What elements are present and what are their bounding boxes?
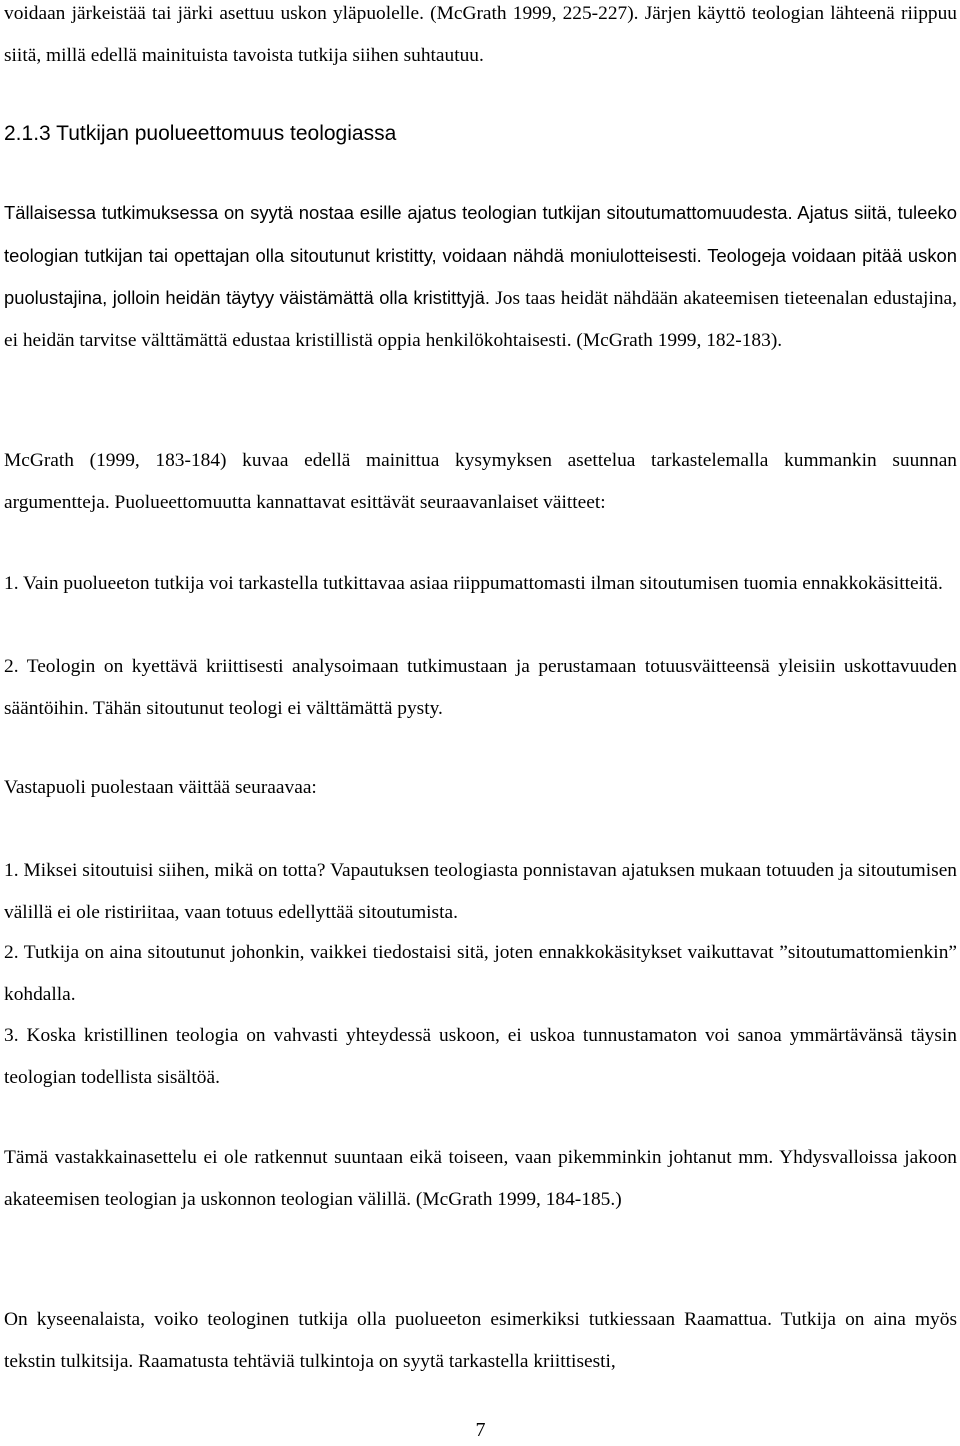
paragraph-opposition: Tämä vastakkainasettelu ei ole ratkennut suuntaan eikä toiseen, vaan pikemminkin johtanut mm. Yhdysvalloissa jakoon akateemisen teologian ja uskonnon teologian välillä. (McGrath 1999, 184-185.) [4, 1147, 957, 1210]
paragraph-neutrality [4, 192, 957, 361]
section-heading: 2.1.3 Tutkijan puolueettomuus teologiassa [4, 122, 397, 145]
claim-against-1: 1. Miksei sitoutuisi siihen, mikä on totta? Vapautuksen teologiasta ponnistavan ajatuksen mukaan totuuden ja sitoutumisen välillä ei ole ristiriitaa, vaan totuus edellyttää sitoutumista. [4, 860, 957, 923]
paragraph-bible: On kyseenalaista, voiko teologinen tutkija olla puolueeton esimerkiksi tutkiessaan Raamattua. Tutkija on aina myös tekstin tulkitsija. Raamatusta tehtäviä tulkintoja on syytä tarkastella kriittisesti, [4, 1309, 957, 1372]
counter-intro: Vastapuoli puolestaan väittää seuraavaa: [4, 777, 317, 798]
claim-for-2: 2. Teologin on kyettävä kriittisesti analysoimaan tutkimustaan ja perustamaan totuusväitteensä yleisiin uskottavuuden sääntöihin. Tähän sitoutunut teologi ei välttämättä pysty. [4, 656, 957, 719]
claim-against-2: 2. Tutkija on aina sitoutunut johonkin, vaikkei tiedostaisi sitä, joten ennakkokäsitykset vaikuttavat ”sitoutumattomienkin” kohdalla. [4, 942, 957, 1005]
page-number: 7 [475, 1419, 486, 1441]
document-page [4, 0, 957, 1446]
paragraph-neutrality-sans-text: Tällaisessa tutkimuksessa on syytä nostaa esille ajatus teologian tutkijan sitoutumattomuudesta. Ajatus siitä, tuleeko teologian tutkijan tai opettajan olla sitoutunut kristitty, voidaan nähdä moniulotteisesti. Teologeja voidaan pitää uskon puolustajina, jolloin heidän täytyy väistämättä olla kristittyjä. [4, 202, 957, 308]
claim-for-1: 1. Vain puolueeton tutkija voi tarkastella tutkittavaa asiaa riippumattomasti ilman sitoutumisen tuomia ennakkokäsitteitä. [4, 573, 943, 594]
claim-against-3: 3. Koska kristillinen teologia on vahvasti yhteydessä uskoon, ei uskoa tunnustamaton voi sanoa ymmärtävänsä täysin teologian todellista sisältöä. [4, 1025, 957, 1088]
intro-paragraph: voidaan järkeistää tai järki asettuu uskon yläpuolelle. (McGrath 1999, 225-227). Järjen käyttö teologian lähteenä riippuu siitä, millä edellä mainituista tavoista tutkija siihen suhtautuu. [4, 3, 957, 66]
paragraph-mcgrath: McGrath (1999, 183-184) kuvaa edellä mainittua kysymyksen asettelua tarkastelemalla kummankin suunnan argumentteja. Puolueettomuutta kannattavat esittävät seuraavanlaiset väitteet: [4, 450, 957, 513]
paragraph-neutrality-serif-text: Jos taas heidät nähdään akateemisen tieteenalan edustajina, ei heidän tarvitse välttämättä edustaa kristillistä oppia henkilökohtaisesti. (McGrath 1999, 182-183). [4, 288, 957, 351]
